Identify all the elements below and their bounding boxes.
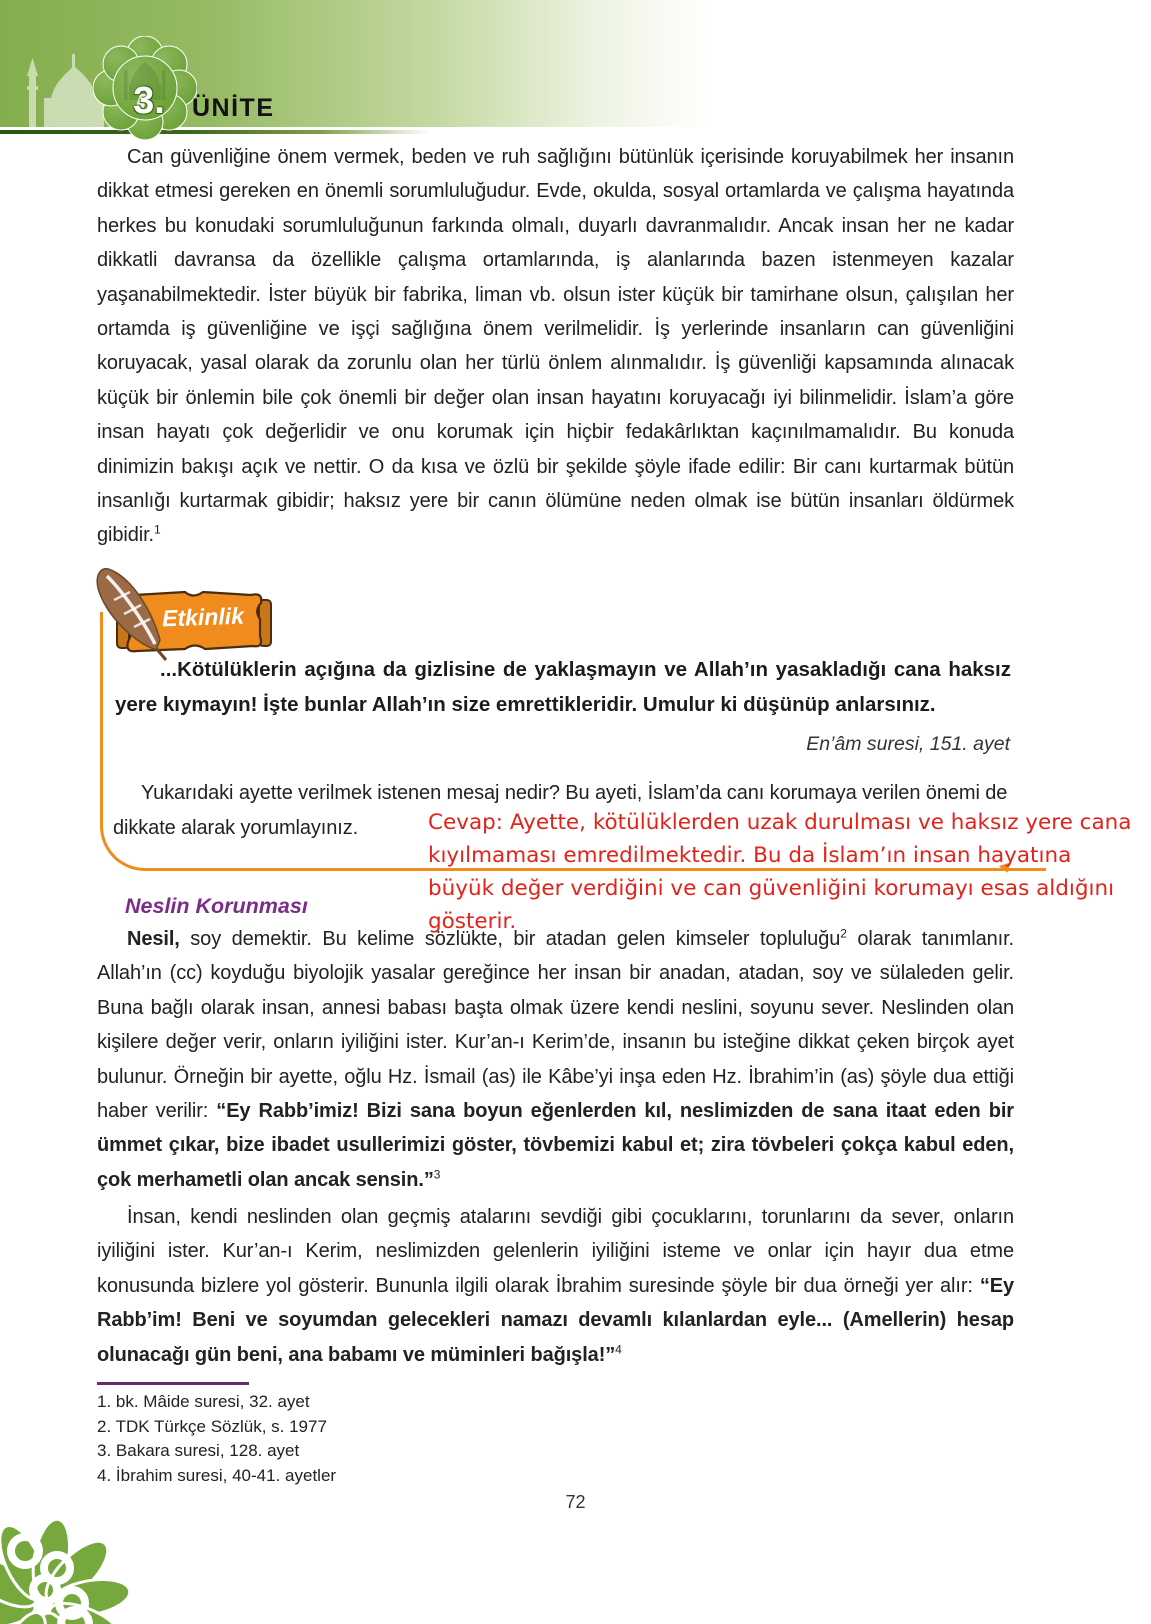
flower-petals-icon [0,1456,168,1624]
intro-paragraph [97,140,1014,553]
unit-number: 3. [133,80,165,122]
answer-line: Cevap: Ayette, kötülüklerden uzak durulması ve haksız yere cana [428,810,1132,835]
footnote-item: 4. İbrahim suresi, 40-41. ayetler [97,1465,337,1485]
footnote-ref-2: 2 [840,926,847,941]
header-divider [0,130,430,134]
footnote-ref-1: 1 [154,522,161,537]
ayah-quote: ...Kötülüklerin açığına da gizlisine de yaklaşmayın ve Allah’ın yasakladığı cana haksız yere kıymayın! İşte bunlar Allah’ın size emrettikleridir. Umulur ki düşünüp anlarsınız. [115,658,1011,716]
answer-line: büyük değer verdiğini ve can güvenliğini korumayı esas aldığını [428,876,1115,901]
activity-answer-annotation[interactable] [428,806,1132,941]
footnote-ref-4: 4 [615,1341,622,1356]
body-text: İnsan, kendi neslinden olan geçmiş atalarını sevdiği gibi çocuklarını, torunlarını da sever, onların iyiliğini ister. Kur’an-ı Kerim, neslimizden gelenlerin iyiliğini isteme ve onlar için hayır dua etme konusunda bizlere yol gösterir. Bununla ilgili olarak İbrahim suresinde şöyle bir dua örneği yer alır: [97,1206,1014,1297]
ayah-source: En’âm suresi, 151. ayet [806,733,1010,755]
section-heading: Neslin Korunması [125,894,308,918]
footnote-ref-3: 3 [433,1167,441,1182]
intro-text: Can güvenliğine önem vermek, beden ve ruh sağlığını bütünlük içerisinde koruyabilmek her insanın dikkat etmesi gereken en önemli sorumluluğudur. Evde, okulda, sosyal ortamlarda ve çalışma hayatında herkes bu konudaki sorumluluğunun farkında olmalı, duyarlı davranmalıdır. Ancak insan her ne kadar dikkatli davransa da özellikle çalışma ortamlarında, iş alanlarında bazen istenmeyen kazalar yaşanabilmektedir. İster büyük bir fabrika, liman vb. olsun ister küçük bir tamirhane olsun, çalışılan her ortamda iş güvenliğine ve işçi sağlığına önem verilmelidir. İş yerlerinde insanların can güvenliğini koruyacak, yasal olarak da zorunlu olan her türlü önlem alınmalıdır. İş güvenliği kapsamında alınacak küçük bir önlemin bile çok önemli bir değer olan insan hayatını koruyacağı iyi bilinmelidir. İslam’a göre insan hayatı çok değerlidir ve onu korumak için hiçbir fedakârlıktan kaçınılmamalıdır. Bu konuda dinimizin bakışı açık ve nettir. O da kısa ve özlü bir şekilde şöyle ifade edilir: Bir canı kurtarmak bütün insanlığı kurtarmak gibidir; haksız yere bir canın ölümüne neden olmak ise bütün insanları öldürmek gibidir. [97,146,1014,547]
page-number: 72 [565,1492,586,1512]
body-text: soy demektir. Bu kelime sözlükte, bir atadan gelen kimseler topluluğu [179,928,841,950]
insan-paragraph [97,1200,1014,1372]
footnote-item: 3. Bakara suresi, 128. ayet [97,1441,300,1460]
unit-title: ÜNİTE [192,94,275,122]
answer-line: kıyılmaması emredilmektedir. Bu da İslam’ın insan hayatına [428,843,1072,868]
activity-question: Yukarıdaki ayette verilmek istenen mesaj nedir? Bu ayeti, İslam’da canı korumaya verilen önemi de dikkate alarak yorumlayınız. [113,782,1008,839]
footnote-rule [97,1382,249,1385]
footnote-item: 1. bk. Mâide suresi, 32. ayet [97,1392,310,1411]
answer-line: gösterir. [428,909,517,934]
quill-feather-icon [86,560,174,664]
footnote-item: 2. TDK Türkçe Sözlük, s. 1977 [97,1416,327,1436]
dua-quote: “Ey Rabb’imiz! Bizi sana boyun eğenlerden kıl, neslimizden de sana itaat eden bir ümmet çıkar, bize ibadet usullerimizi göster, tövbemizi kabul et; zira tövbeleri çokça kabul eden, çok merhametli olan ancak sensin.” [97,1100,1014,1191]
lead-word: Nesil, [127,928,180,950]
activity-banner-label: Etkinlik [161,602,245,632]
body-text: olarak tanımlanır. Allah’ın (cc) koyduğu biyolojik yasalar gereğince her insan bir anadan, atadan, soy ve sülaleden gelir. Buna bağlı olarak insan, annesi babası başta olmak üzere kendi neslini, soyunu sever. Neslinden olan kişilere değer verir, onların iyiliğini ister. Kur’an-ı Kerim’de, insanın bu isteğine dikkat çeken birçok ayet bulunur. Örneğin bir ayette, oğlu Hz. İsmail (as) ile Kâbe’yi inşa eden Hz. İbrahim’in (as) şöyle dua ettiği haber verilir: [97,928,1014,1123]
dua-quote: “Ey Rabb’im! Beni ve soyumdan gelecekleri namazı devamlı kılanlardan eyle... (Amellerin) hesap olunacağı gün beni, ana babamı ve müminleri bağışla!” [97,1274,1014,1366]
nesil-paragraph [97,922,1014,1197]
